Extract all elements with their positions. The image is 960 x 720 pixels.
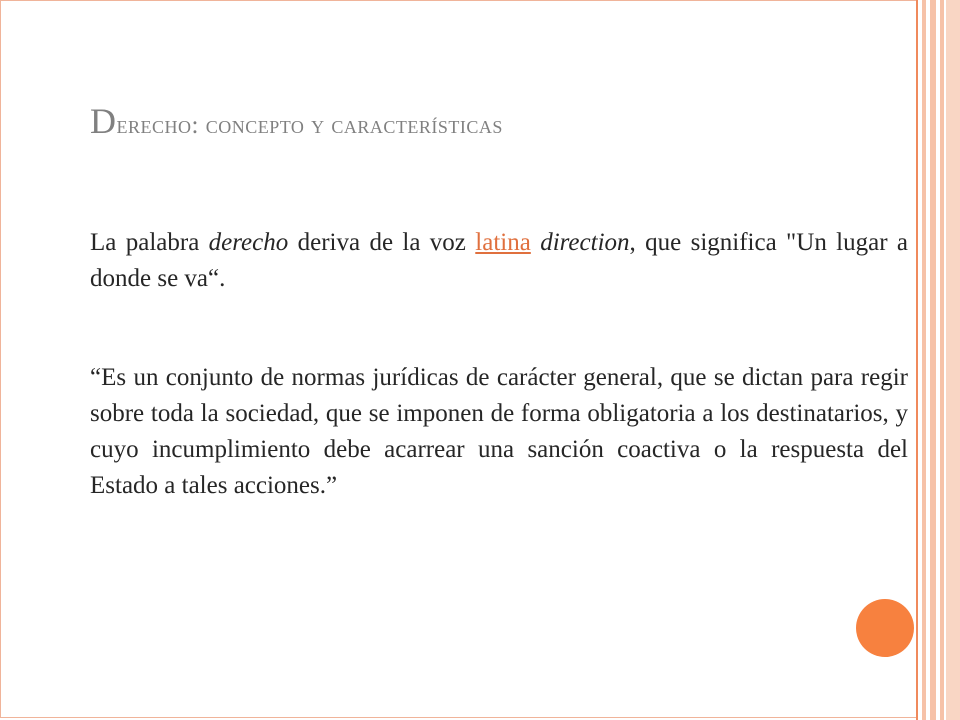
p1-text-end: , que significa "Un lugar a donde se va“. [90, 229, 909, 292]
slide-title [90, 100, 503, 142]
stripe-line [930, 0, 936, 720]
p1-italic-derecho: derecho [208, 229, 289, 256]
stripe-line [940, 0, 944, 720]
p1-italic-direction: direction [540, 229, 630, 256]
p1-text-middle: deriva de la voz [288, 229, 476, 256]
paragraph-definition: “Es un conjunto de normas jurídicas de carácter general, que se dictan para regir sobre toda la sociedad, que se imponen de forma obligatoria a los destinatarios, y cuyo incumplimiento debe acarrear una sanción coactiva o la respuesta del Estado a tales acciones.” [90, 364, 908, 499]
stripe-line [916, 0, 918, 720]
p1-text-start: La palabra [90, 229, 209, 256]
title-initial: D [90, 101, 117, 141]
link-latina[interactable]: latina [475, 229, 531, 256]
decorative-side-stripes [916, 0, 960, 720]
title-rest: erecho: concepto y características [116, 112, 503, 139]
stripe-line [946, 0, 960, 720]
orange-circle-decoration [856, 599, 914, 657]
paragraph-etymology [90, 225, 908, 297]
stripe-line [922, 0, 926, 720]
p1-space [531, 229, 540, 256]
